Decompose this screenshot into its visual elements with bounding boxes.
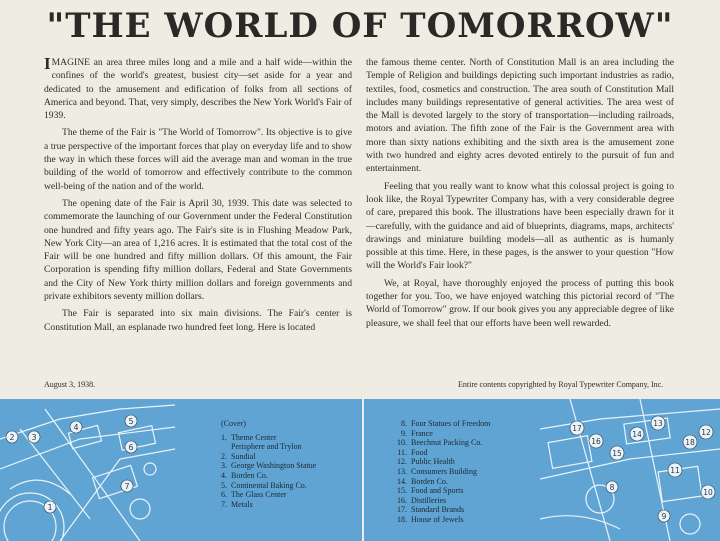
legend-number: 4.	[221, 470, 227, 480]
legend-label: Perisphere and Trylon	[231, 442, 302, 452]
legend-right-item	[389, 477, 490, 487]
legend-label: Borden Co.	[231, 470, 268, 480]
legend-number: 6.	[221, 490, 227, 500]
map-marker-label: 6	[128, 443, 134, 452]
legend-heading: (Cover)	[221, 419, 246, 428]
legend-right-item	[389, 448, 490, 458]
fair-map-illustration-right	[540, 399, 720, 541]
right-column	[366, 56, 674, 334]
legend-number: 5.	[221, 480, 227, 490]
paragraph-7: We, at Royal, have thoroughly enjoyed the process of putting this book together for you. Too, we have enjoyed watching this pictorial record of "The World of Tomorrow" grow. If our book gives you any appreciable degree of like pleasure, we shall feel that our efforts have been well rewarded.	[366, 277, 674, 329]
fair-map-illustration-left	[0, 399, 175, 541]
legend-left-item	[209, 452, 316, 462]
map-key-band	[0, 399, 720, 541]
map-marker-label: 17	[572, 424, 582, 433]
map-marker-label: 1	[47, 503, 53, 512]
legend-label: Theme Center	[231, 432, 277, 442]
legend-label: Sundial	[231, 451, 256, 461]
legend-label: Consumers Building	[411, 466, 478, 476]
legend-left-item	[209, 490, 316, 500]
legend-number: 3.	[221, 461, 227, 471]
paragraph-3: The opening date of the Fair is April 30, 1939. This date was selected to commemorate the launching of our Government under the Federal Constitution one hundred and fifty years ago. The Fair's site is in Flushing Meadow Park, New York City—an area of 1,216 acres. It is estimated that the total cost of the Fair will be one hundred and fifty million dollars. Of this amount, the Fair Corporation is spending fifty million dollars, Federal and State Governments and the City of New York thirty million dollars and foreign governments and private exhibitors seventy million dollars.	[44, 197, 352, 303]
legend-right-item	[389, 515, 490, 525]
band-divider	[362, 399, 364, 541]
map-marker-label: 18	[685, 438, 695, 447]
legend-right-item	[389, 505, 490, 515]
map-key-left	[209, 419, 316, 509]
map-marker-label: 9	[661, 512, 667, 521]
legend-left-item	[209, 461, 316, 471]
page-title: "THE WORLD OF TOMORROW"	[46, 6, 674, 46]
map-marker-label: 16	[591, 437, 601, 446]
legend-number: 14.	[397, 476, 407, 486]
legend-number: 13.	[397, 466, 407, 476]
legend-right-item	[389, 467, 490, 477]
map-marker-label: 11	[670, 466, 680, 475]
legend-number: 10.	[397, 438, 407, 448]
legend-label: Food	[411, 447, 428, 457]
map-marker-label: 10	[703, 488, 713, 497]
legend-number: 9.	[401, 428, 407, 438]
legend-label: Distilleries	[411, 495, 447, 505]
paragraph-1: IMAGINE an area three miles long and a mile and a half wide—within the confines of the world's greatest, busiest city—set aside for a year and dedicated to the amusement and edification of folks from all sections of America and beyond. That, very simply, describes the New York World's Fair of 1939.	[44, 54, 352, 122]
paragraph-2: The theme of the Fair is "The World of Tomorrow". Its objective is to give a true perspective of the important forces that play on everyday life and to show the way in which these forces will aid the average man and woman in the true building of the world of tomorrow and effectively contribute to the common well-being of the nation and of the world.	[44, 127, 352, 192]
legend-number: 7.	[221, 499, 227, 509]
map-key-right	[389, 419, 490, 525]
map-marker-label: 4	[73, 423, 79, 432]
paragraph-4: The Fair is separated into six main divisions. The Fair's center is Constitution Mall, an esplanade two hundred feet long. Here is located	[44, 308, 352, 333]
legend-right-item	[389, 438, 490, 448]
legend-label: France	[411, 428, 433, 438]
legend-number: 16.	[397, 495, 407, 505]
legend-right-item	[389, 429, 490, 439]
map-marker-label: 2	[9, 433, 15, 442]
legend-label: Beechnut Packing Co.	[411, 438, 483, 448]
legend-list-right	[389, 419, 490, 525]
legend-number: 17.	[397, 505, 407, 515]
map-marker-label: 14	[632, 430, 642, 439]
legend-label: Standard Brands	[411, 505, 465, 515]
map-marker-label: 3	[31, 433, 37, 442]
legend-label: Borden Co.	[411, 476, 448, 486]
legend-left-item	[209, 433, 316, 443]
legend-right-item	[389, 419, 490, 429]
legend-number: 18.	[397, 514, 407, 524]
legend-number: 8.	[401, 419, 407, 428]
legend-list-left	[209, 433, 316, 510]
legend-number: 11.	[397, 447, 407, 457]
left-column	[44, 56, 352, 338]
map-marker-label: 5	[128, 417, 134, 426]
legend-label: House of Jewels	[411, 514, 464, 524]
legend-right-item	[389, 486, 490, 496]
legend-number: 1.	[221, 432, 227, 442]
legend-left-item	[209, 481, 316, 491]
map-marker-label: 8	[609, 483, 615, 492]
legend-right-item	[389, 457, 490, 467]
legend-label: Metals	[231, 499, 253, 509]
map-marker-label: 15	[612, 449, 622, 458]
paragraph-5: the famous theme center. North of Constitution Mall is an area including the Temple of Religion and buildings depicting such important industries as radio, textiles, food, cosmetics and construction. The area south of Constitution Mall includes many buildings representative of general activities. The area west of the Mall is devoted largely to the story of transportation—including railroads, motors and aviation. The fifth zone of the Fair is the Government area with more than sixty nations exhibiting and the sixth area is the amusement zone with two hundred and eighty acres devoted entirely to the pursuit of fun and entertainment.	[366, 57, 674, 175]
legend-label: Four Statues of Freedom	[411, 419, 491, 428]
legend-left-item	[209, 471, 316, 481]
legend-number: 15.	[397, 486, 407, 496]
map-marker-label: 13	[653, 419, 663, 428]
map-marker-label: 7	[124, 482, 130, 491]
legend-left-item	[209, 442, 316, 452]
legend-right-item	[389, 496, 490, 506]
paragraph-6: Feeling that you really want to know what this colossal project is going to look like, the Royal Typewriter Company has, with a very considerable degree of care, prepared this book. The illustrations have been especially drawn for it—carefully, with the guidance and aid of blueprints, diagrams, maps, architects' drawings and miniature building models—all as authentic as is humanly possible at this time. Here, in these pages, is the answer to your question "How will the World's Fair look?"	[366, 180, 674, 272]
legend-label: Continental Baking Co.	[231, 480, 307, 490]
legend-label: George Washington Statue	[231, 461, 317, 471]
legend-number: 2.	[221, 451, 227, 461]
drop-cap: I	[44, 54, 51, 73]
copyright-line: Entire contents copyrighted by Royal Typewriter Company, Inc.	[458, 380, 664, 389]
legend-label: The Glass Center	[231, 490, 287, 500]
legend-label: Food and Sports	[411, 486, 464, 496]
date-line: August 3, 1938.	[44, 380, 96, 389]
legend-label: Public Health	[411, 457, 455, 467]
map-marker-label: 12	[701, 428, 711, 437]
legend-left-item	[209, 500, 316, 510]
legend-number: 12.	[397, 457, 407, 467]
